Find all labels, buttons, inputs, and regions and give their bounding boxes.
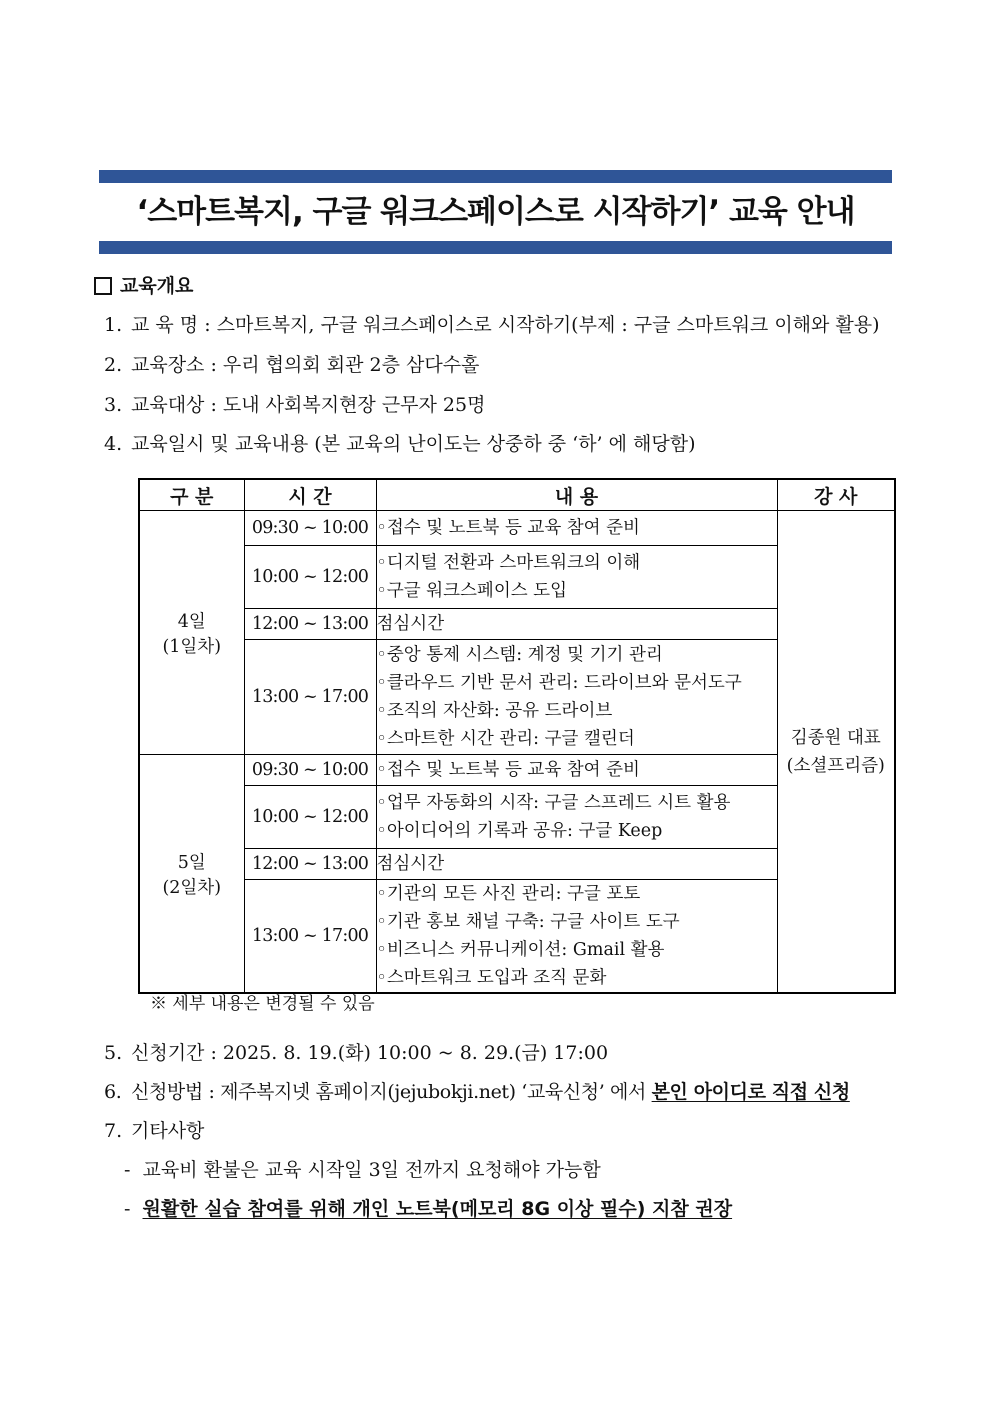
item-text: 교육일시 및 교육내용 (본 교육의 난이도는 상중하 중 ‘하’ 에 해당함)	[131, 433, 696, 455]
content-cell	[376, 640, 777, 755]
item-label: 신청방법	[131, 1081, 203, 1103]
item-course-name: 1. 교 육 명 : 스마트복지, 구글 워크스페이스로 시작하기(부제 : 구글 스마트워크 이해와 활용)	[104, 314, 880, 336]
title-bar-bottom	[99, 241, 892, 254]
item-apply-period: 5. 신청기간 : 2025. 8. 19.(화) 10:00 ~ 8. 29.(금) 17:00	[104, 1042, 609, 1064]
content-line: ◦접수 및 노트북 등 교육 참여 준비	[376, 760, 640, 780]
table-note: ※ 세부 내용은 변경될 수 있음	[150, 994, 375, 1014]
content-line: ◦조직의 자산화: 공유 드라이브	[376, 701, 613, 721]
etc-text: 교육비 환불은 교육 시작일 3일 전까지 요청해야 가능함	[142, 1159, 601, 1181]
item-value: 스마트복지, 구글 워크스페이스로 시작하기(부제 : 구글 스마트워크 이해와 활용)	[216, 314, 880, 336]
item-value: 2025. 8. 19.(화) 10:00 ~ 8. 29.(금) 17:00	[222, 1042, 609, 1064]
etc-refund-line	[124, 1158, 601, 1182]
day-label-line: (2일차)	[162, 877, 222, 898]
day-label-line: 4일	[177, 611, 206, 632]
item-label: 신청기간	[131, 1042, 205, 1064]
content-line: ◦기관 홍보 채널 구축: 구글 사이트 도구	[376, 912, 680, 932]
item-course-schedule	[104, 432, 696, 456]
content-cell	[376, 546, 777, 609]
header-instructor: 강 사	[777, 479, 895, 511]
content-line: ◦업무 자동화의 시작: 구글 스프레드 시트 활용	[376, 793, 731, 813]
content-line: ◦아이디어의 기록과 공유: 구글 Keep	[376, 821, 663, 841]
content-line: ◦중앙 통제 시스템: 계정 및 기기 관리	[376, 645, 663, 665]
item-number: 3.	[104, 394, 123, 416]
item-number: 2.	[104, 354, 123, 376]
etc-emphasis-text: 원활한 실습 참여를 위해 개인 노트북(메모리 8G 이상 필수) 지참 권장	[142, 1198, 733, 1220]
content-line: 점심시간	[376, 614, 445, 634]
time-cell: 13:00 ~ 17:00	[244, 640, 376, 755]
content-line: ◦비즈니스 커뮤니케이션: Gmail 활용	[376, 940, 665, 960]
content-cell	[376, 849, 777, 880]
instructor-cell	[777, 511, 895, 994]
header-content: 내 용	[376, 479, 777, 511]
content-line: ◦구글 워크스페이스 도입	[376, 581, 567, 601]
content-line: ◦스마트워크 도입과 조직 문화	[376, 968, 607, 988]
item-etc	[104, 1119, 204, 1143]
item-label: 교 육 명	[131, 314, 199, 336]
header-time: 시 간	[244, 479, 376, 511]
time-cell: 13:00 ~ 17:00	[244, 880, 376, 994]
item-label: 교육대상	[131, 394, 205, 416]
content-line: 점심시간	[376, 854, 445, 874]
item-apply-method: 6. 신청방법 : 제주복지넷 홈페이지(jejubokji.net) ‘교육신청’ 에서 본인 아이디로 직접 신청	[104, 1081, 850, 1103]
document-title: ‘스마트복지, 구글 워크스페이스로 시작하기’ 교육 안내	[136, 194, 855, 230]
day1-label	[139, 511, 244, 755]
item-number: 5.	[104, 1042, 123, 1064]
time-cell: 10:00 ~ 12:00	[244, 546, 376, 609]
content-line: ◦접수 및 노트북 등 교육 참여 준비	[376, 518, 640, 538]
dash-marker: -	[124, 1198, 131, 1220]
table-row	[139, 511, 895, 546]
item-course-target: 3. 교육대상 : 도내 사회복지현장 근무자 25명	[104, 394, 486, 416]
dash-marker: -	[124, 1159, 131, 1181]
item-text: 기타사항	[131, 1120, 205, 1142]
section-heading	[94, 274, 193, 298]
time-cell: 09:30 ~ 10:00	[244, 511, 376, 546]
item-value: 도내 사회복지현장 근무자 25명	[222, 394, 486, 416]
time-cell: 12:00 ~ 13:00	[244, 609, 376, 640]
content-line: ◦디지털 전환과 스마트워크의 이해	[376, 553, 641, 573]
schedule-table	[138, 478, 896, 994]
section-heading-label: 교육개요	[120, 275, 194, 297]
instructor-affiliation: (소셜프리즘)	[786, 755, 885, 776]
content-line: ◦기관의 모든 사진 관리: 구글 포토	[376, 884, 641, 904]
content-cell	[376, 511, 777, 546]
time-cell: 12:00 ~ 13:00	[244, 849, 376, 880]
item-label: 교육장소	[131, 354, 205, 376]
header-division: 구 분	[139, 479, 244, 511]
etc-laptop-line	[124, 1197, 732, 1221]
item-value: 제주복지넷 홈페이지(jejubokji.net) ‘교육신청’ 에서	[220, 1081, 652, 1103]
content-cell	[376, 755, 777, 786]
day-label-line: (1일차)	[162, 636, 222, 657]
content-cell	[376, 786, 777, 849]
content-line: ◦스마트한 시간 관리: 구글 캘린더	[376, 729, 635, 749]
day-label-line: 5일	[177, 852, 206, 873]
item-course-location: 2. 교육장소 : 우리 협의회 회관 2층 삼다수홀	[104, 354, 480, 376]
time-cell: 09:30 ~ 10:00	[244, 755, 376, 786]
checkbox-icon	[94, 277, 112, 295]
item-number: 1.	[104, 314, 123, 336]
table-header-row	[139, 479, 895, 511]
content-cell	[376, 609, 777, 640]
day2-label	[139, 755, 244, 994]
time-cell: 10:00 ~ 12:00	[244, 786, 376, 849]
content-line: ◦클라우드 기반 문서 관리: 드라이브와 문서도구	[376, 673, 742, 693]
content-cell	[376, 880, 777, 994]
apply-emphasis: 본인 아이디로 직접 신청	[651, 1081, 850, 1103]
item-value: 우리 협의회 회관 2층 삼다수홀	[222, 354, 480, 376]
item-number: 6.	[104, 1081, 122, 1103]
title-bar-top	[99, 170, 892, 183]
instructor-name: 김종원 대표	[790, 727, 881, 748]
item-number: 7.	[104, 1120, 123, 1142]
item-number: 4.	[104, 433, 123, 455]
